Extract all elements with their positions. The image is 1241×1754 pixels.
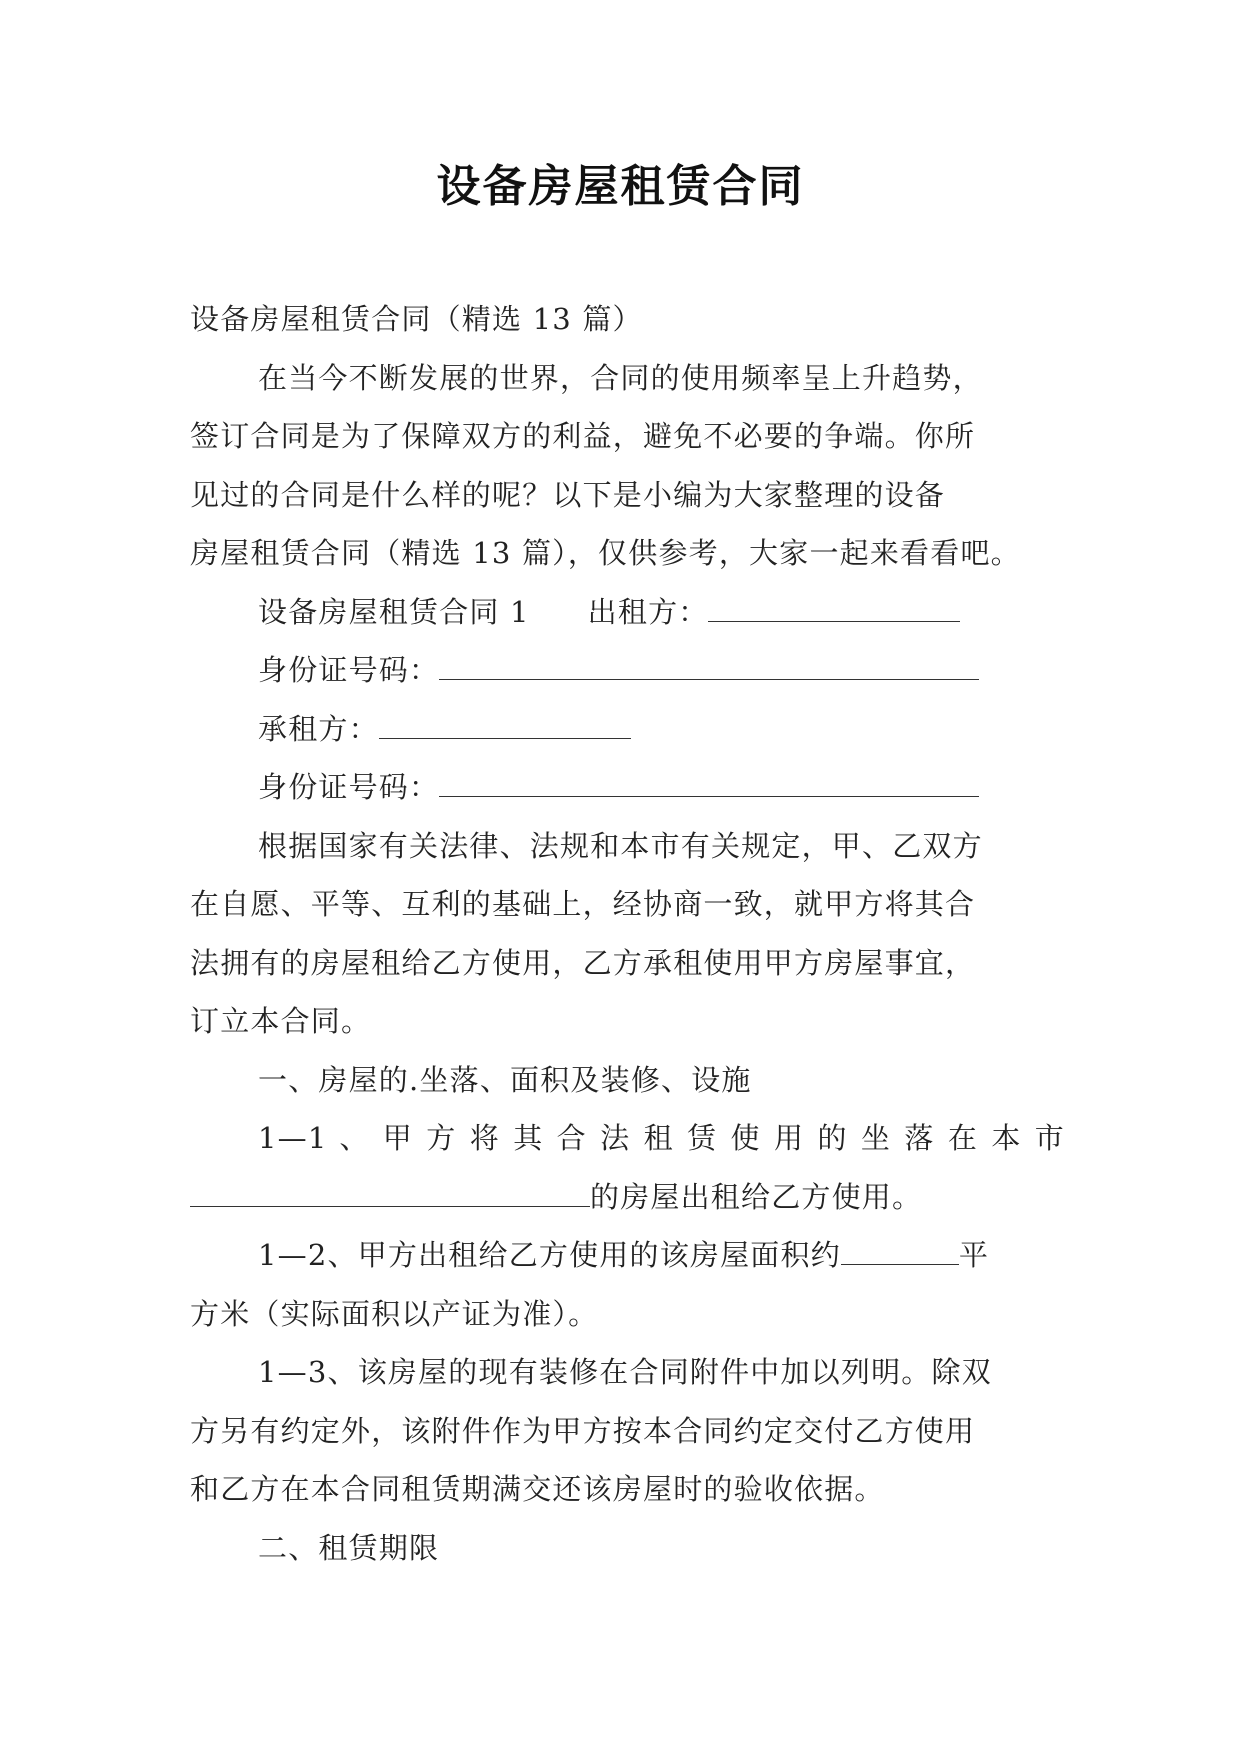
clause-1-1-suffix: 的房屋出租给乙方使用。 (590, 1179, 923, 1214)
lessee-label: 承租方： (258, 711, 379, 746)
clause-1-2-line: 方米（实际面积以产证为准）。 (190, 1296, 599, 1331)
intro-line: 房屋租赁合同（精选 13 篇），仅供参考，大家一起来看看吧。 (190, 536, 1021, 570)
area-blank[interactable] (841, 1263, 959, 1265)
document-body (190, 290, 1065, 1577)
preamble-line: 根据国家有关法律、法规和本市有关规定，甲、乙双方 (258, 828, 983, 863)
address-blank[interactable] (190, 1205, 590, 1207)
clause-1-3-line: 1—3、该房屋的现有装修在合同附件中加以列明。除双 (258, 1355, 992, 1389)
id-number-label: 身份证号码： (258, 653, 440, 687)
contract-heading: 设备房屋租赁合同 1 (258, 594, 530, 629)
lessor-id-blank[interactable] (439, 678, 979, 680)
id-number-label: 身份证号码： (258, 770, 440, 804)
preamble-line: 在自愿、平等、互利的基础上，经协商一致，就甲方将其合 (190, 887, 976, 921)
section-1-heading: 一、房屋的.坐落、面积及装修、设施 (258, 1062, 752, 1097)
lessee-id-blank[interactable] (439, 795, 979, 797)
intro-line: 在当今不断发展的世界，合同的使用频率呈上升趋势， (258, 360, 983, 395)
preamble-line: 法拥有的房屋租给乙方使用，乙方承租使用甲方房屋事宜， (190, 945, 976, 980)
clause-1-2-suffix: 平 (958, 1238, 990, 1272)
lessor-label: 出租方： (587, 594, 709, 629)
lessee-row (190, 700, 1065, 759)
section-2-heading: 二、租赁期限 (258, 1530, 440, 1565)
intro-line: 签订合同是为了保障双方的利益，避免不必要的争端。你所 (190, 419, 976, 453)
lessor-id-row (190, 641, 1065, 700)
preamble-line: 订立本合同。 (190, 1004, 372, 1038)
clause-1-3-line: 和乙方在本合同租赁期满交还该房屋时的验收依据。 (190, 1472, 885, 1506)
document-subtitle: 设备房屋租赁合同（精选 13 篇） (190, 302, 643, 336)
clause-1-2-line (190, 1226, 1065, 1285)
document-title: 设备房屋租赁合同 (436, 161, 805, 212)
clause-1-1-line (190, 1168, 1065, 1227)
contract-heading-row (190, 583, 1065, 642)
lessee-blank[interactable] (379, 737, 631, 739)
lessee-id-row (190, 758, 1065, 817)
clause-1-3-line: 方另有约定外，该附件作为甲方按本合同约定交付乙方使用 (190, 1413, 976, 1448)
clause-1-1-line: 1—1 、 甲 方 将 其 合 法 租 赁 使 用 的 坐 落 在 本 市 (258, 1121, 1065, 1155)
intro-line: 见过的合同是什么样的呢？以下是小编为大家整理的设备 (190, 477, 946, 512)
clause-1-2-prefix: 1—2、甲方出租给乙方使用的该房屋面积约 (258, 1238, 841, 1272)
lessor-blank[interactable] (708, 620, 960, 622)
